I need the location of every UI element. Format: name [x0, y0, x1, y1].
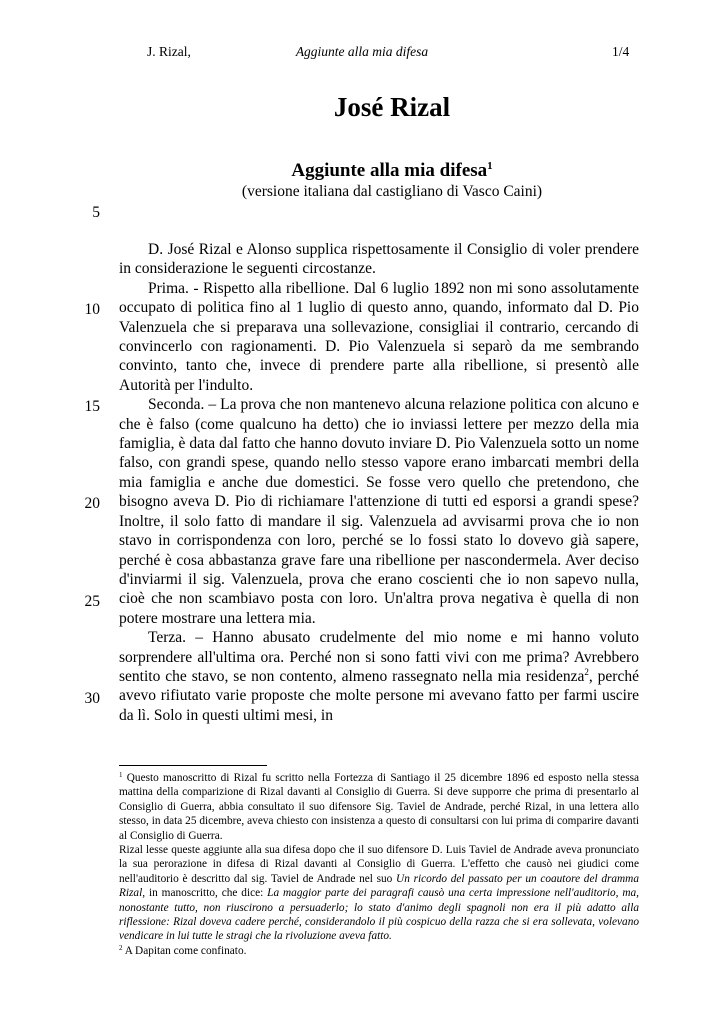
paragraph-terza-text-a: Terza. – Hanno abusato crudelmente del mio nome e mi hanno voluto sorprendere all'ultima ora. Perché non si sono fatti vivi con me prima? Avrebbero sentito che stavo, se non contento, almeno rassegnato nella mia residenza [119, 629, 639, 685]
header-title: Aggiunte alla mia difesa [295, 44, 429, 59]
line-number: 20 [84, 495, 100, 512]
author-name: José Rizal [333, 92, 451, 122]
paragraph-terza [119, 628, 639, 725]
line-number: 25 [84, 593, 100, 610]
line-number: 5 [92, 204, 100, 221]
body-text [119, 240, 639, 725]
document-subtitle: (versione italiana dal castigliano di Vasco Caini) [241, 183, 543, 200]
footnote-2-mark: 2 [119, 943, 123, 952]
footnote-1-cont-italic-quote: La maggior parte dei paragrafi causò una certa impressione nell'auditorio, ma, nonostante tutto, non riuscirono a persuaderlo; lo stato d'animo degli spagnoli non era il più adatto alla riflessione: Rizal doveva cadere perché, considerandolo il più cospicuo della razza che si era sollevata, volevano vendicare in lui tutte le stragi che la rivoluzione aveva fatto. [119, 887, 639, 943]
footnote-1-cont-text-a: Rizal lesse queste aggiunte alla sua difesa dopo che il suo difensore D. Luis Taviel de Andrade aveva pronunciato la sua perorazione in difesa di Rizal davanti al Consiglio di Guerra. L'effetto che causò nei giudici come nell'auditorio è descritto dal sig. Taviel de Andrade nel suo [119, 844, 639, 885]
paragraph-prima: Prima. - Rispetto alla ribellione. Dal 6 luglio 1892 non mi sono assolutamente occupato di politica fino al 1 luglio di questo anno, quando, informato dal D. Pio Valenzuela che si preparava una sollevazione, consigliai il contrario, cercando di convincerlo con ragionamenti. D. Pio Valenzuela si separò da me sembrando convinto, tanto che, invece di prendere parte alla ribellione, si presentò alle Autorità per l'indulto. [119, 279, 639, 394]
title-footnote-ref: 1 [487, 160, 493, 172]
title-text: Aggiunte alla mia difesa [291, 160, 488, 181]
footnote-separator [119, 765, 267, 766]
footnote-1-cont-italic-title: Un ricordo del passato per un coautore del dramma Rizal, [119, 872, 639, 900]
paragraph-intro: D. José Rizal e Alonso supplica rispettosamente il Consiglio di voler prendere in considerazione le seguenti circostanze. [119, 241, 639, 278]
paragraph-terza-text-b: , perché avevo rifiutato varie proposte che molte persone mi avevano fatto per farmi uscire da lì. Solo in questi ultimi mesi, in [119, 667, 639, 724]
line-number: 15 [84, 398, 100, 415]
header-author: J. Rizal, [147, 44, 191, 59]
footnote-1-cont-text-b: in manoscritto, che dice: [145, 887, 268, 900]
footnote-2-text: A Dapitan come confinato. [122, 944, 247, 957]
page-number: 1/4 [612, 44, 630, 59]
footnote-2 [119, 944, 639, 958]
footnote-1 [119, 771, 639, 843]
footnote-1-text: Questo manoscritto di Rizal fu scritto nella Fortezza di Santiago il 25 dicembre 1896 ed esposto nella stessa mattina della comparizione di Rizal davanti al Consiglio di Guerra. Si deve supporre che prima di presentarlo al Consiglio di Guerra, abbia consultato il suo difensore Sig. Taviel de Andrade, perché Rizal, in una lettera allo stesso, in data 25 dicembre, aveva chiesto con insistenza a questo di consultarsi con lui prima di comparire davanti al Consiglio di Guerra. [119, 772, 639, 842]
footnote-1-continued [119, 843, 639, 944]
paragraph-seconda: Seconda. – La prova che non mantenevo alcuna relazione politica con alcuno e che è falso (come qualcuno ha detto) che io inviassi lettere per mezzo della mia famiglia, è data dal fatto che hanno dovuto inviare D. Pio Valenzuela sotto un nome falso, con grandi spese, quando nello stesso vapore erano imbarcati membri della mia famiglia e anche due domestici. Se fosse vero quello che pretendono, che bisogno aveva D. Pio di richiamare l'attenzione di tutti ed esporsi a grandi spese? Inoltre, il solo fatto di mandare il sig. Valenzuela ad avvisarmi prova che io non stavo in corrispondenza con loro, perché se lo fossi stato lo dovevo già sapere, perché è cosa abbastanza grave fare una ribellione per nascondermela. Aver deciso d'inviarmi il sig. Valenzuela, prova che erano coscienti che io non sapevo nulla, cioè che non scambiavo posta con loro. Un'altra prova negativa è quella di non potere mostrare una lettera mia. [119, 396, 639, 627]
document-title [0, 160, 724, 182]
line-number: 30 [84, 690, 100, 707]
line-number: 10 [84, 301, 100, 318]
footnotes [119, 771, 639, 958]
footnote-1-mark: 1 [119, 771, 123, 779]
footnote-ref-2: 2 [584, 666, 589, 677]
